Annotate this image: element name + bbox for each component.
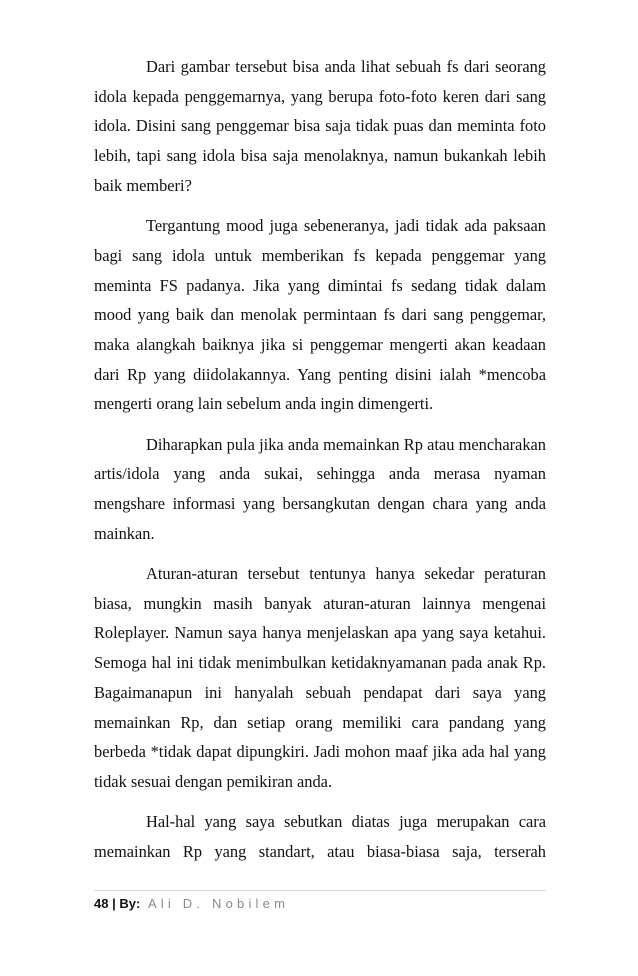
body-text bbox=[94, 52, 546, 867]
page-footer bbox=[94, 895, 289, 913]
paragraph-3: Diharapkan pula jika anda memainkan Rp atau mencharakan artis/idola yang anda sukai, sehingga anda merasa nyaman mengshare informasi yang bersangkutan dengan chara yang anda mainkan. bbox=[94, 434, 546, 543]
footer-author: Ali D. Nobilem bbox=[147, 896, 290, 911]
paragraph-4: Aturan-aturan tersebut tentunya hanya sekedar peraturan biasa, mungkin masih banyak aturan-aturan lainnya mengenai Roleplayer. Namun saya hanya menjelaskan apa yang saya ketahui. Semoga hal ini tidak menimbulkan ketidaknyamanan pada anak Rp. Bagaimanapun ini hanyalah sebuah pendapat dari saya yang memainkan Rp, dan setiap orang memiliki cara pandang yang berbeda *tidak dapat dipungkiri. Jadi mohon maaf jika ada hal yang tidak sesuai dengan pemikiran anda. bbox=[94, 564, 546, 791]
footer-divider bbox=[94, 890, 546, 891]
paragraph-5: Hal-hal yang saya sebutkan diatas juga merupakan cara memainkan Rp yang standart, atau biasa-biasa saja, terserah bbox=[94, 812, 546, 861]
paragraph-2: Tergantung mood juga sebeneranya, jadi tidak ada paksaan bagi sang idola untuk memberikan fs kepada penggemar yang meminta FS padanya. Jika yang dimintai fs sedang tidak dalam mood yang baik dan menolak permintaan fs dari sang penggemar, maka alangkah baiknya jika si penggemar mengerti akan keadaan dari Rp yang diidolakannya. Yang penting disini ialah *mencoba mengerti orang lain sebelum anda ingin dimengerti. bbox=[94, 216, 546, 414]
paragraph-1: Dari gambar tersebut bisa anda lihat sebuah fs dari seorang idola kepada penggemarnya, yang berupa foto-foto keren dari sang idola. Disini sang penggemar bisa saja tidak puas dan meminta foto lebih, tapi sang idola bisa saja menolaknya, namun bukankah lebih baik memberi? bbox=[94, 57, 546, 195]
footer-by-label: By: bbox=[119, 896, 141, 911]
footer-separator: | bbox=[112, 896, 116, 911]
page-number: 48 bbox=[94, 896, 109, 911]
